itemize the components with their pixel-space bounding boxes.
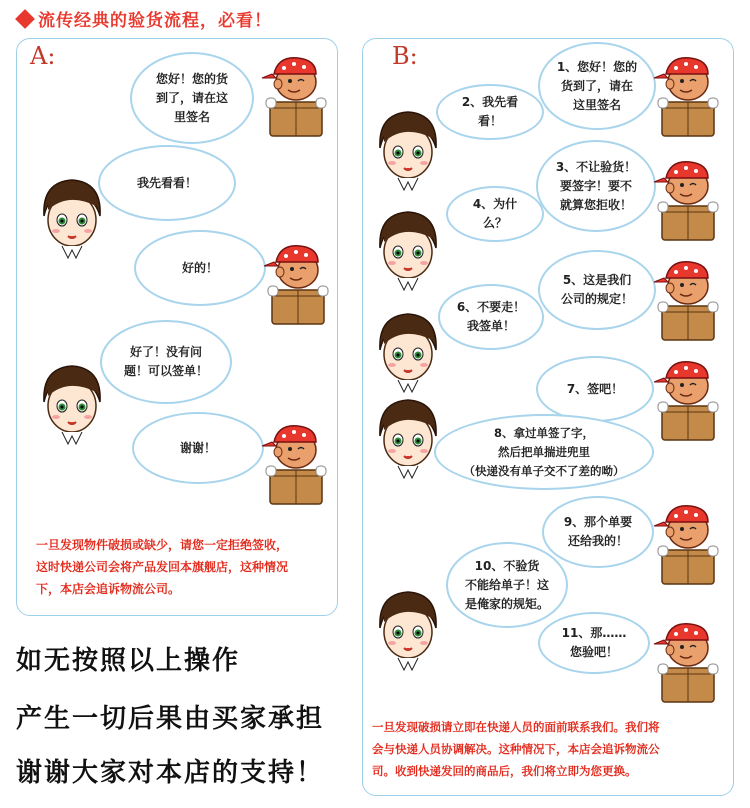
bubble-b-5: 5、这是我们 公司的规定！ xyxy=(538,250,656,330)
courier-figure-icon xyxy=(260,240,330,330)
courier-figure-icon xyxy=(258,52,328,142)
buyer-figure-icon xyxy=(374,396,442,482)
panel-a-label: A: xyxy=(30,42,56,70)
panel-a-note: 一旦发现物件破损或缺少，请您一定拒绝签收， 这时快递公司会将产品发回本旗舰店，这种情况 下，本店会追诉物流公司。 xyxy=(36,538,289,596)
bubble-b-1: 1、您好！您的 货到了，请在 这里签名 xyxy=(538,42,656,130)
bubble-b-6: 6、不要走！ 我签单！ xyxy=(438,284,544,350)
courier-figure-icon xyxy=(650,52,720,142)
panel-b-label: B: xyxy=(392,42,418,70)
courier-figure-icon xyxy=(258,420,328,510)
bubble-a-buyer-check: 我先看看！ xyxy=(98,145,236,221)
title-mark-icon xyxy=(15,9,35,29)
buyer-figure-icon xyxy=(374,208,442,294)
footer-line-1: 如无按照以上操作 xyxy=(16,646,241,676)
courier-figure-icon xyxy=(650,618,720,708)
panel-b-note: 一旦发现破损请立即在快递人员的面前联系我们。我们将 会与快递人员协调解决。这种情况下，本店会追诉物流公 司。收到快递发回的商品后，我们将立即为您更换。 xyxy=(372,720,660,778)
bubble-a-courier-ok: 好的！ xyxy=(134,230,266,306)
bubble-b-8: 8、拿过单签了字， 然后把单揣进兜里 （快递没有单子交不了差的呦） xyxy=(434,414,654,490)
bubble-b-3: 3、不让验货！ 要签字！要不 就算您拒收！ xyxy=(536,140,656,232)
bubble-b-4: 4、为什么？ xyxy=(446,186,544,242)
bubble-b-10: 10、不验货 不能给单子！这 是俺家的规矩。 xyxy=(446,542,568,628)
buyer-figure-icon xyxy=(374,108,442,194)
footer-line-2: 产生一切后果由买家承担 xyxy=(16,704,325,734)
courier-figure-icon xyxy=(650,256,720,346)
courier-figure-icon xyxy=(650,356,720,446)
bubble-a-courier-thanks: 谢谢！ xyxy=(132,412,264,484)
courier-figure-icon xyxy=(650,156,720,246)
footer-line-3: 谢谢大家对本店的支持！ xyxy=(16,758,325,788)
buyer-figure-icon xyxy=(374,310,442,396)
page-title: 流传经典的验货流程，必看！ xyxy=(38,11,272,31)
courier-figure-icon xyxy=(650,500,720,590)
bubble-b-9: 9、那个单要 还给我的！ xyxy=(542,496,654,568)
buyer-figure-icon xyxy=(38,362,106,448)
bubble-b-2: 2、我先看看！ xyxy=(436,84,544,140)
bubble-a-buyer-sign: 好了！没有问 题！可以签单！ xyxy=(100,320,232,404)
buyer-figure-icon xyxy=(374,588,442,674)
bubble-a-courier-greeting: 您好！您的货 到了，请在这 里签名 xyxy=(130,52,254,144)
buyer-figure-icon xyxy=(38,176,106,262)
bubble-b-7: 7、签吧！ xyxy=(536,356,654,422)
bubble-b-11: 11、那…… 您验吧！ xyxy=(538,612,650,674)
